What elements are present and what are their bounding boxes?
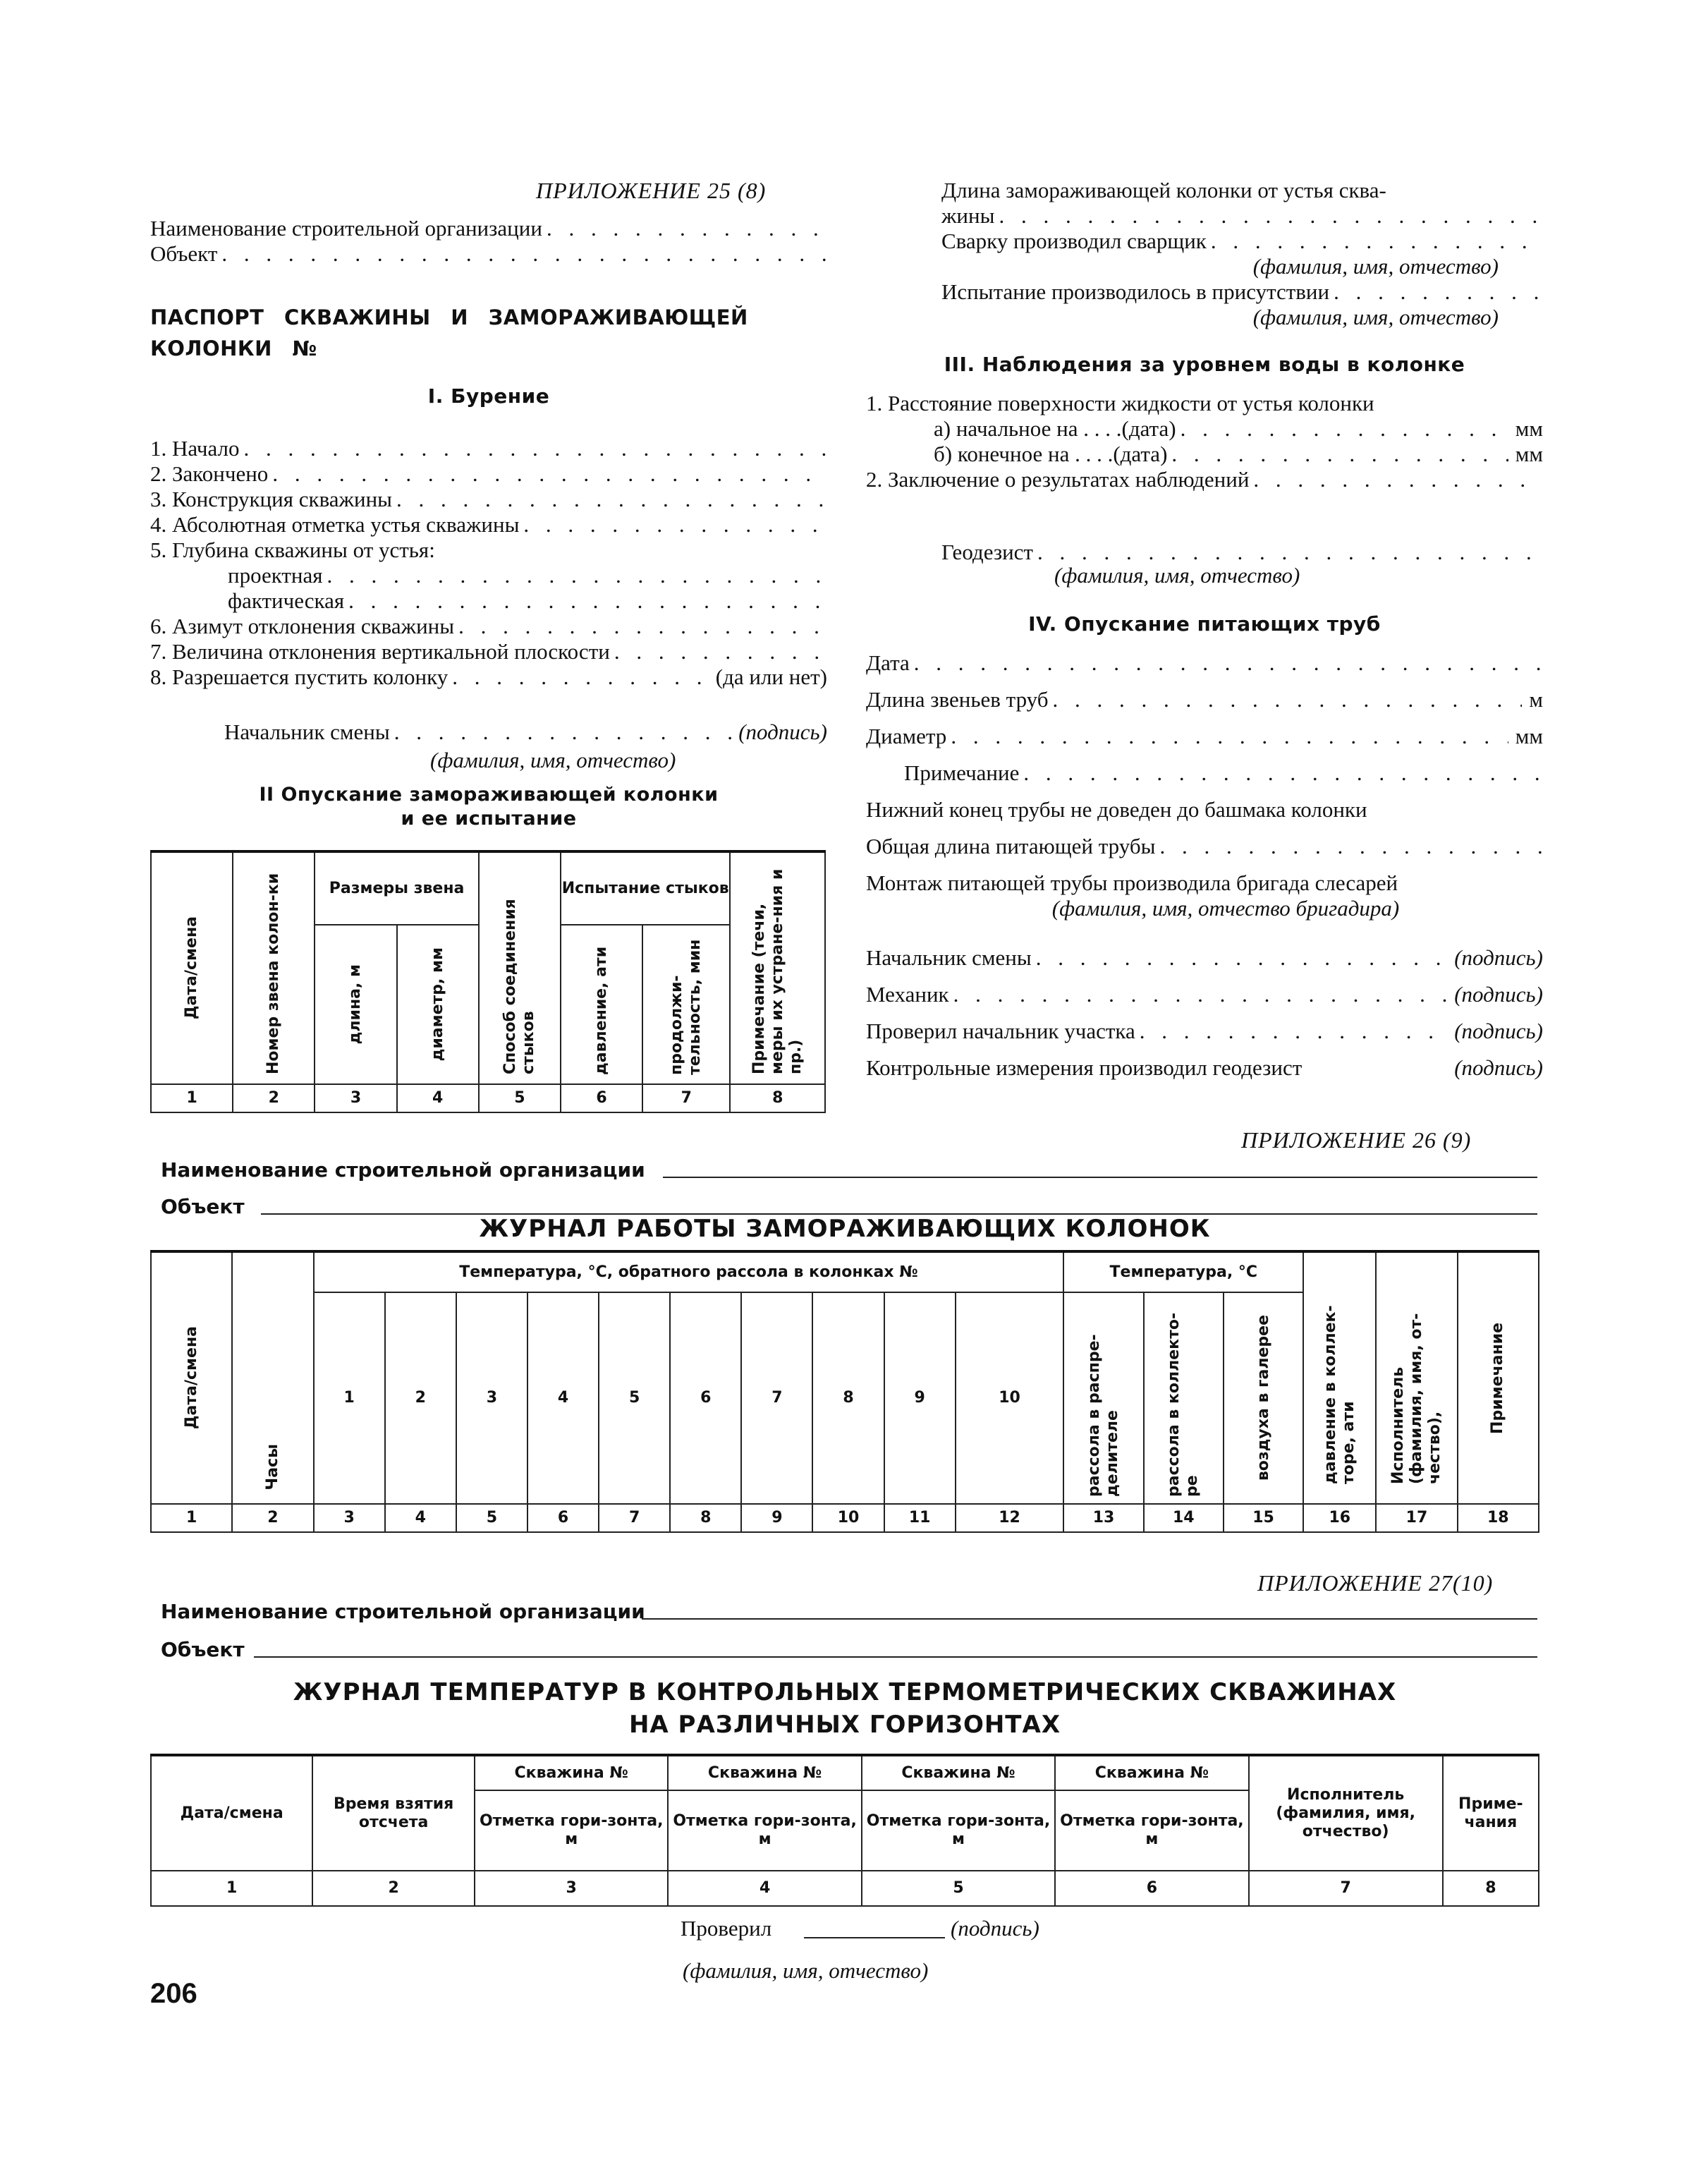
org-field-26 [663,1177,1537,1178]
th-length: длина, м [346,964,365,1045]
th-executor: Исполнитель (фамилия, имя, от-чество), [1389,1313,1444,1484]
th-brine-temp: Температура, °С, обратного рассола в колонках № [314,1251,1064,1292]
col-number: 1 [151,1504,232,1532]
th-date: Дата/смена [182,1326,200,1430]
col-number: 6 [561,1084,642,1112]
header-fields-left [150,216,827,267]
col-number: 5 [862,1871,1055,1906]
list-item: 3. Конструкция скважины [150,487,392,511]
list-item: Длина звеньев труб [866,687,1049,712]
object-label-26: Объект [161,1195,245,1218]
fio-hint: (фамилия, имя, отчество) [1252,305,1499,329]
unit: мм [1515,416,1543,441]
th-column: 5 [599,1292,670,1504]
th-diameter: диаметр, мм [428,947,446,1062]
th-executor: Исполнитель (фамилия, имя, отчество) [1249,1755,1443,1871]
object-label-27: Объект [161,1638,245,1661]
section-drilling: I. Бурение [427,384,550,408]
list-item: 1. Начало [150,436,240,461]
geodesist-line [941,540,1543,565]
list-item: 5. Глубина скважины от устья: [150,538,435,562]
shift-chief-line [224,720,827,745]
list-item: Механик [866,982,949,1007]
object-label: Объект [150,241,218,266]
col-number: 12 [956,1504,1064,1532]
journal-temp-title [150,1676,1539,1741]
th-horizon-mark: Отметка гори-зонта, м [475,1790,668,1871]
col-number: 7 [1249,1871,1443,1906]
th-gallery: воздуха в галерее [1254,1315,1272,1481]
section-water-level: III. Наблюдения за уровнем воды в колонке [944,353,1465,376]
col-number: 7 [642,1084,730,1112]
list-item: Нижний конец трубы не доведен до башмака колонки [866,797,1367,822]
list-item: 6. Азимут отклонения скважины [150,614,455,638]
col-number: 4 [668,1871,861,1906]
object-field-27 [254,1656,1537,1658]
list-item: Длина замораживающей колонки от устья сква- [941,178,1386,202]
col-number: 14 [1144,1504,1224,1532]
col-number: 7 [599,1504,670,1532]
pipes-list [866,650,1543,1092]
page-number: 206 [150,1978,197,2009]
th-collector: рассола в коллекто-ре [1165,1312,1202,1497]
list-item: Испытание производилось в присутствии [941,279,1330,304]
th-well: Скважина № [862,1755,1055,1790]
col-number: 6 [527,1504,599,1532]
appendix-26: ПРИЛОЖЕНИЕ 26 (9) [1241,1127,1472,1153]
col-number: 4 [385,1504,456,1532]
list-item: 4. Абсолютная отметка устья скважины [150,512,520,537]
th-horizon-mark: Отметка гори-зонта, м [862,1790,1055,1871]
fio-hint: (фамилия, имя, отчество) [1054,563,1300,588]
th-column: 8 [812,1292,884,1504]
col-number: 2 [232,1504,313,1532]
th-column: 10 [956,1292,1064,1504]
col-number: 2 [233,1084,315,1112]
signature-hint: (подпись) [1454,982,1543,1007]
list-item: жины [941,203,995,228]
list-item: Начальник смены [866,945,1032,970]
th-date: Дата/смена [151,1755,312,1871]
org-field-27 [642,1618,1537,1620]
th-column: 1 [314,1292,385,1504]
fio-hint: (фамилия, имя, отчество) [1252,254,1499,279]
th-collector-pressure: давление в коллек-торе, ати [1321,1304,1358,1484]
th-distributor: рассола в распре-делителе [1085,1334,1122,1497]
list-item: б) конечное на . . . .(дата) [934,442,1168,466]
list-item: Монтаж питающей трубы производила бригада слесарей [866,870,1398,895]
list-item: Проверил начальник участка [866,1019,1135,1043]
fio-hint: (фамилия, имя, отчество бригадира) [1051,896,1400,921]
th-temp: Температура, °С [1063,1251,1303,1292]
th-well: Скважина № [1055,1755,1248,1790]
list-item: 2. Закончено [150,461,269,486]
th-pressure: давление, ати [592,946,611,1075]
geodesist-label: Геодезист [941,540,1033,564]
col-number: 8 [730,1084,825,1112]
th-column: 9 [884,1292,956,1504]
th-horizon-mark: Отметка гори-зонта, м [1055,1790,1248,1871]
section-pipes: IV. Опускание питающих труб [1028,612,1381,636]
col-number: 11 [884,1504,956,1532]
section-lowering [150,783,827,831]
journal-temp-title-line1: ЖУРНАЛ ТЕМПЕРАТУР В КОНТРОЛЬНЫХ ТЕРМОМЕТРИЧЕСКИХ СКВАЖИНАХ [293,1678,1397,1706]
col-number: 18 [1458,1504,1539,1532]
list-item: 2. Заключение о результатах наблюдений [866,467,1250,492]
th-column: 7 [741,1292,812,1504]
th-date: Дата/смена [183,916,201,1020]
col-number: 3 [314,1504,385,1532]
list-item: Примечание [904,760,1020,785]
signature-hint: (подпись) [738,720,827,744]
th-column: 4 [527,1292,599,1504]
unit: мм [1515,442,1543,466]
col-number: 4 [397,1084,479,1112]
th-column: 2 [385,1292,456,1504]
th-well: Скважина № [668,1755,861,1790]
col-number: 3 [475,1871,668,1906]
th-connection: Способ соединения стыков [501,898,537,1074]
appendix-27: ПРИЛОЖЕНИЕ 27(10) [1257,1570,1494,1596]
list-item: фактическая [228,588,345,613]
columns-journal-table [150,1250,1539,1533]
th-link-number: Номер звена колон-ки [264,873,283,1074]
th-well: Скважина № [475,1755,668,1790]
col-number: 1 [151,1871,312,1906]
observations-list [866,391,1543,492]
passport-title: ПАСПОРТ СКВАЖИНЫ И ЗАМОРАЖИВАЮЩЕЙ КОЛОНКИ № [150,305,748,360]
list-item: 1. Расстояние поверхности жидкости от устья колонки [866,391,1374,415]
list-item: Общая длина питающей трубы [866,834,1156,858]
th-reading-time: Время взятия отсчета [312,1755,475,1871]
list-item: 7. Величина отклонения вертикальной плоскости [150,639,610,664]
appendix-25: ПРИЛОЖЕНИЕ 25 (8) [536,178,767,203]
temperature-journal-table [150,1754,1539,1907]
list-item: 8. Разрешается пустить колонку [150,664,449,689]
col-number: 2 [312,1871,475,1906]
drilling-list [150,436,827,690]
list-item: Контрольные измерения производил геодезист [866,1055,1303,1080]
right-fields-top [941,178,1541,330]
org-label-26: Наименование строительной организации [161,1158,645,1182]
unit: мм [1515,724,1543,748]
th-sizes: Размеры звена [315,851,478,925]
th-joint-test: Испытание стыков [561,851,731,925]
signature-hint: (подпись) [951,1916,1039,1941]
signature-hint: (подпись) [1454,1055,1543,1080]
checked-field [804,1937,945,1938]
fio-hint: (фамилия, имя, отчество) [430,748,676,772]
journal-temp-title-line2: НА РАЗЛИЧНЫХ ГОРИЗОНТАХ [628,1711,1061,1739]
unit: м [1529,687,1543,712]
th-horizon-mark: Отметка гори-зонта, м [668,1790,861,1871]
th-hours: Часы [263,1444,281,1491]
list-item: проектная [228,563,323,588]
col-number: 6 [1055,1871,1248,1906]
col-number: 8 [670,1504,741,1532]
section-lowering-line1: II Опускание замораживающей колонки [259,784,719,806]
th-notes: Приме-чания [1443,1755,1539,1871]
th-note: Примечание (течи, меры их устране-ния и пр.) [750,868,805,1074]
lowering-table [150,850,826,1113]
checked-label: Проверил [681,1916,772,1941]
signature-hint: (подпись) [1454,1019,1543,1043]
journal-columns-title: ЖУРНАЛ РАБОТЫ ЗАМОРАЖИВАЮЩИХ КОЛОНОК [479,1215,1211,1243]
col-number: 15 [1224,1504,1303,1532]
col-number: 5 [456,1504,527,1532]
shift-chief-label: Начальник смены [224,720,390,744]
list-item: Дата [866,650,910,675]
signature-hint: (подпись) [1454,945,1543,970]
th-column: 6 [670,1292,741,1504]
col-number: 16 [1303,1504,1376,1532]
col-number: 3 [315,1084,396,1112]
col-number: 1 [151,1084,233,1112]
fio-hint: (фамилия, имя, отчество) [683,1958,929,1983]
th-column: 3 [456,1292,527,1504]
org-label: Наименование строительной организации [150,216,542,241]
col-number: 9 [741,1504,812,1532]
col-number: 10 [812,1504,884,1532]
th-note: Примечание [1489,1322,1507,1434]
col-number: 8 [1443,1871,1539,1906]
list-item: а) начальное на . . . .(дата) [934,416,1176,441]
list-item: Диаметр [866,724,947,748]
col-number: 17 [1376,1504,1457,1532]
col-number: 13 [1063,1504,1143,1532]
list-item: Сварку производил сварщик [941,229,1207,253]
org-label-27: Наименование строительной организации [161,1600,645,1623]
list-item-end: (да или нет) [715,664,827,689]
th-duration: продолжи-тельность, мин [668,939,704,1075]
section-lowering-line2: и ее испытание [401,808,577,830]
col-number: 5 [479,1084,561,1112]
